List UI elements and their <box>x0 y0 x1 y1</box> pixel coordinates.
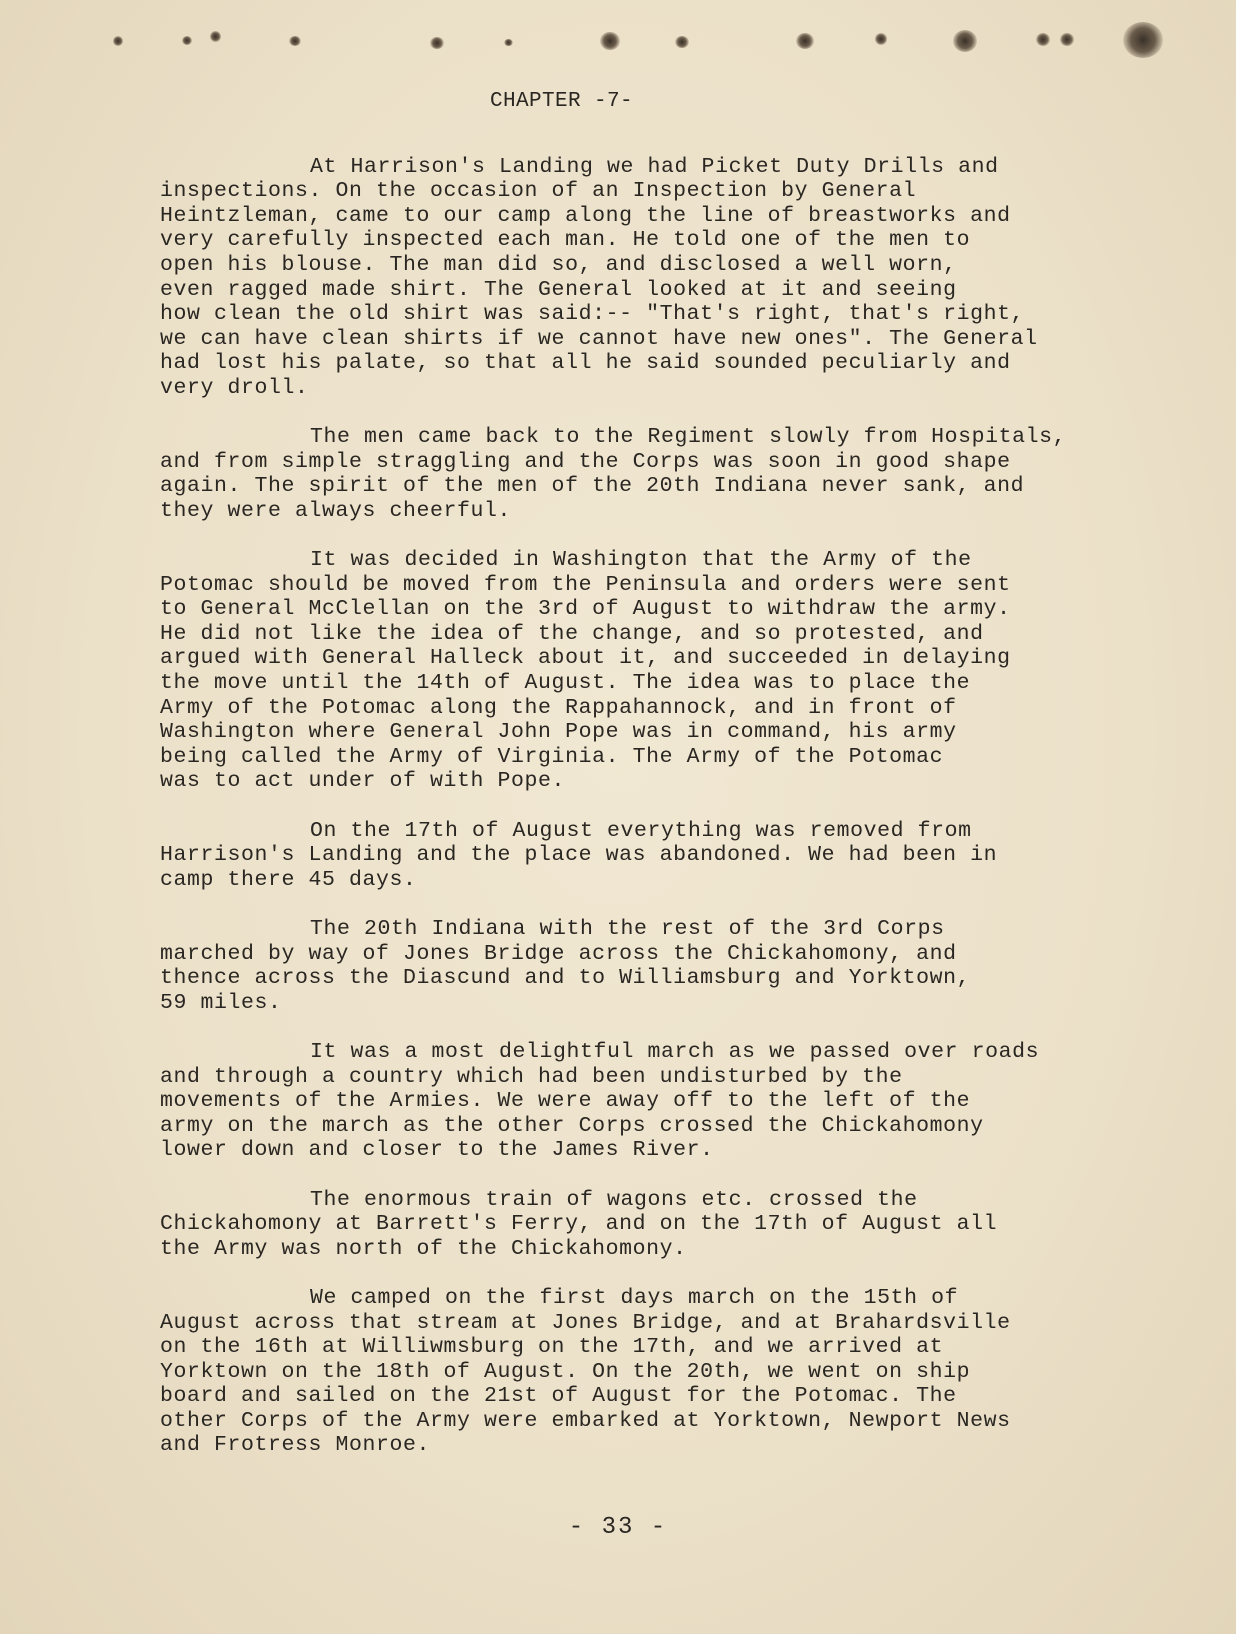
binder-hole <box>289 36 301 46</box>
page-number: - 33 - <box>568 1514 668 1541</box>
paragraph: We camped on the first days march on the 15th of August across that stream at Jones Bridge, and at Brahardsville on the 16th at Williwmsburg on the 17th, and we arrived at Yorktown on the 18th of August. On the 20th, we went on ship board and sailed on the 21st of August for the Potomac. The other Corps of the Army were embarked at Yorktown, Newport News and Frotress Monroe. <box>160 1285 1011 1458</box>
paragraph: At Harrison's Landing we had Picket Duty Drills and inspections. On the occasion of an Inspection by General Heintzleman, came to our camp along the line of breastworks and very carefully inspected each man. He told one of the men to open his blouse. The man did so, and disclosed a well worn, even ragged made shirt. The General looked at it and seeing how clean the old shirt was said:-- "That's right, that's right, we can have clean shirts if we cannot have new ones". The General had lost his palate, so that all he said sounded peculiarly and very droll. <box>160 154 1038 400</box>
binder-hole <box>1060 33 1074 46</box>
binder-hole <box>504 39 513 46</box>
paragraph: The enormous train of wagons etc. crossed the Chickahomony at Barrett's Ferry, and on the 17th of August all the Army was north of the Chickahomony. <box>160 1187 998 1261</box>
binder-hole <box>113 36 123 46</box>
binder-hole <box>953 30 977 52</box>
paragraph: It was decided in Washington that the Army of the Potomac should be moved from the Peninsula and orders were sent to General McClellan on the 3rd of August to withdraw the army. He did not like the idea of the change, and so protested, and argued with General Halleck about it, and succeeded in delaying the move until the 14th of August. The idea was to place the Army of the Potomac along the Rappahannock, and in front of Washington where General John Pope was in command, his army being called the Army of Virginia. The Army of the Potomac was to act under of with Pope. <box>160 548 1011 794</box>
binder-hole <box>1123 22 1163 58</box>
chapter-text <box>160 90 1220 1483</box>
paragraph: The 20th Indiana with the rest of the 3rd Corps marched by way of Jones Bridge across the Chickahomony, and thence across the Diascund and to Williamsburg and Yorktown, 59 miles. <box>160 917 971 1015</box>
binder-hole <box>796 33 814 49</box>
binder-hole <box>600 32 620 50</box>
chapter-title: CHAPTER -7- <box>490 90 634 113</box>
paragraph: The men came back to the Regiment slowly from Hospitals, and from simple straggling and the Corps was soon in good shape again. The spirit of the men of the 20th Indiana never sank, and they were always cheerful. <box>160 425 1067 523</box>
binder-hole <box>430 37 444 49</box>
paragraph: It was a most delightful march as we passed over roads and through a country which had been undisturbed by the movements of the Armies. We were away off to the left of the army on the march as the other Corps crossed the Chickahomony lower down and closer to the James River. <box>160 1039 1040 1163</box>
binder-hole <box>182 36 192 45</box>
binder-hole <box>675 36 689 48</box>
binder-hole <box>1036 33 1050 46</box>
binder-hole <box>210 31 221 42</box>
binder-holes <box>0 0 1236 90</box>
paragraph: On the 17th of August everything was removed from Harrison's Landing and the place was abandoned. We had been in camp there 45 days. <box>160 818 998 892</box>
binder-hole <box>875 33 887 45</box>
